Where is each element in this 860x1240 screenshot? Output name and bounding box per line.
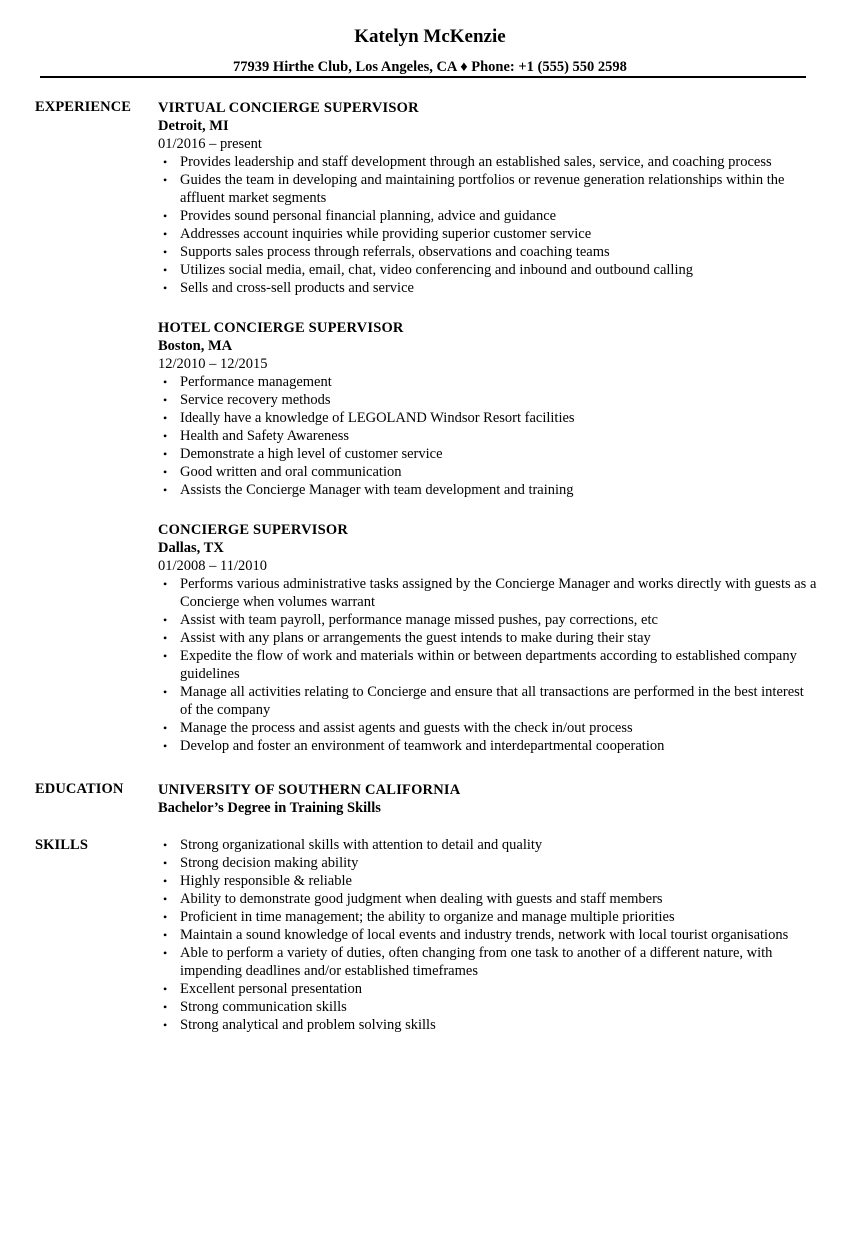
list-item: • Ability to demonstrate good judgment when dealing with guests and staff members <box>158 890 818 908</box>
list-item: • Health and Safety Awareness <box>158 427 818 445</box>
skills-block <box>158 836 818 1034</box>
job-1 <box>158 99 818 297</box>
job-dates: 12/2010 – 12/2015 <box>158 356 268 372</box>
list-item: • Manage all activities relating to Concierge and ensure that all transactions are performed in the best interest of the company <box>158 683 818 719</box>
list-item: • Guides the team in developing and maintaining portfolios or revenue generation relationships within the affluent market segments <box>158 171 818 207</box>
list-item: • Proficient in time management; the ability to organize and manage multiple priorities <box>158 908 818 926</box>
contact-line: 77939 Hirthe Club, Los Angeles, CA ♦ Phone: +1 (555) 550 2598 <box>233 59 627 75</box>
list-item: • Excellent personal presentation <box>158 980 818 998</box>
job-3 <box>158 521 818 755</box>
list-item: • Manage the process and assist agents and guests with the check in/out process <box>158 719 818 737</box>
job-title: HOTEL CONCIERGE SUPERVISOR <box>158 320 404 336</box>
list-item: • Assists the Concierge Manager with team development and training <box>158 481 818 499</box>
skills-list <box>158 836 818 1034</box>
experience-heading: EXPERIENCE <box>35 99 132 115</box>
education-block <box>158 781 818 817</box>
job-bullets <box>158 373 818 499</box>
list-item: • Strong decision making ability <box>158 854 818 872</box>
job-title: VIRTUAL CONCIERGE SUPERVISOR <box>158 100 419 116</box>
list-item: • Assist with team payroll, performance manage missed pushes, pay corrections, etc <box>158 611 818 629</box>
list-item: • Expedite the flow of work and materials within or between departments according to established company guidelines <box>158 647 818 683</box>
education-heading: EDUCATION <box>35 781 124 797</box>
list-item: • Strong communication skills <box>158 998 818 1016</box>
list-item: • Able to perform a variety of duties, often changing from one task to another of a different nature, with impending deadlines and/or established timeframes <box>158 944 818 980</box>
list-item: • Good written and oral communication <box>158 463 818 481</box>
list-item: • Assist with any plans or arrangements the guest intends to make during their stay <box>158 629 818 647</box>
candidate-name: Katelyn McKenzie <box>354 26 506 47</box>
list-item: • Performance management <box>158 373 818 391</box>
job-bullets <box>158 153 818 297</box>
list-item: • Demonstrate a high level of customer service <box>158 445 818 463</box>
job-title: CONCIERGE SUPERVISOR <box>158 522 349 538</box>
list-item: • Maintain a sound knowledge of local events and industry trends, network with local tourist organisations <box>158 926 818 944</box>
job-location: Detroit, MI <box>158 118 229 134</box>
list-item: • Provides sound personal financial planning, advice and guidance <box>158 207 818 225</box>
header-divider <box>40 76 806 78</box>
list-item: • Highly responsible & reliable <box>158 872 818 890</box>
list-item: • Develop and foster an environment of teamwork and interdepartmental cooperation <box>158 737 818 755</box>
job-bullets <box>158 575 818 755</box>
list-item: • Strong organizational skills with attention to detail and quality <box>158 836 818 854</box>
list-item: • Provides leadership and staff development through an established sales, service, and coaching process <box>158 153 818 171</box>
degree: Bachelor’s Degree in Training Skills <box>158 800 381 816</box>
school-name: UNIVERSITY OF SOUTHERN CALIFORNIA <box>158 782 461 798</box>
list-item: • Ideally have a knowledge of LEGOLAND Windsor Resort facilities <box>158 409 818 427</box>
list-item: • Addresses account inquiries while providing superior customer service <box>158 225 818 243</box>
list-item: • Supports sales process through referrals, observations and coaching teams <box>158 243 818 261</box>
list-item: • Service recovery methods <box>158 391 818 409</box>
job-dates: 01/2008 – 11/2010 <box>158 558 268 574</box>
job-location: Boston, MA <box>158 338 233 354</box>
job-2 <box>158 319 818 499</box>
list-item: • Strong analytical and problem solving skills <box>158 1016 818 1034</box>
skills-heading: SKILLS <box>35 837 88 853</box>
job-location: Dallas, TX <box>158 540 224 556</box>
job-dates: 01/2016 – present <box>158 136 262 152</box>
list-item: • Utilizes social media, email, chat, video conferencing and inbound and outbound calling <box>158 261 818 279</box>
list-item: • Performs various administrative tasks assigned by the Concierge Manager and works directly with guests as a Concierge when volumes warrant <box>158 575 818 611</box>
list-item: • Sells and cross-sell products and service <box>158 279 818 297</box>
